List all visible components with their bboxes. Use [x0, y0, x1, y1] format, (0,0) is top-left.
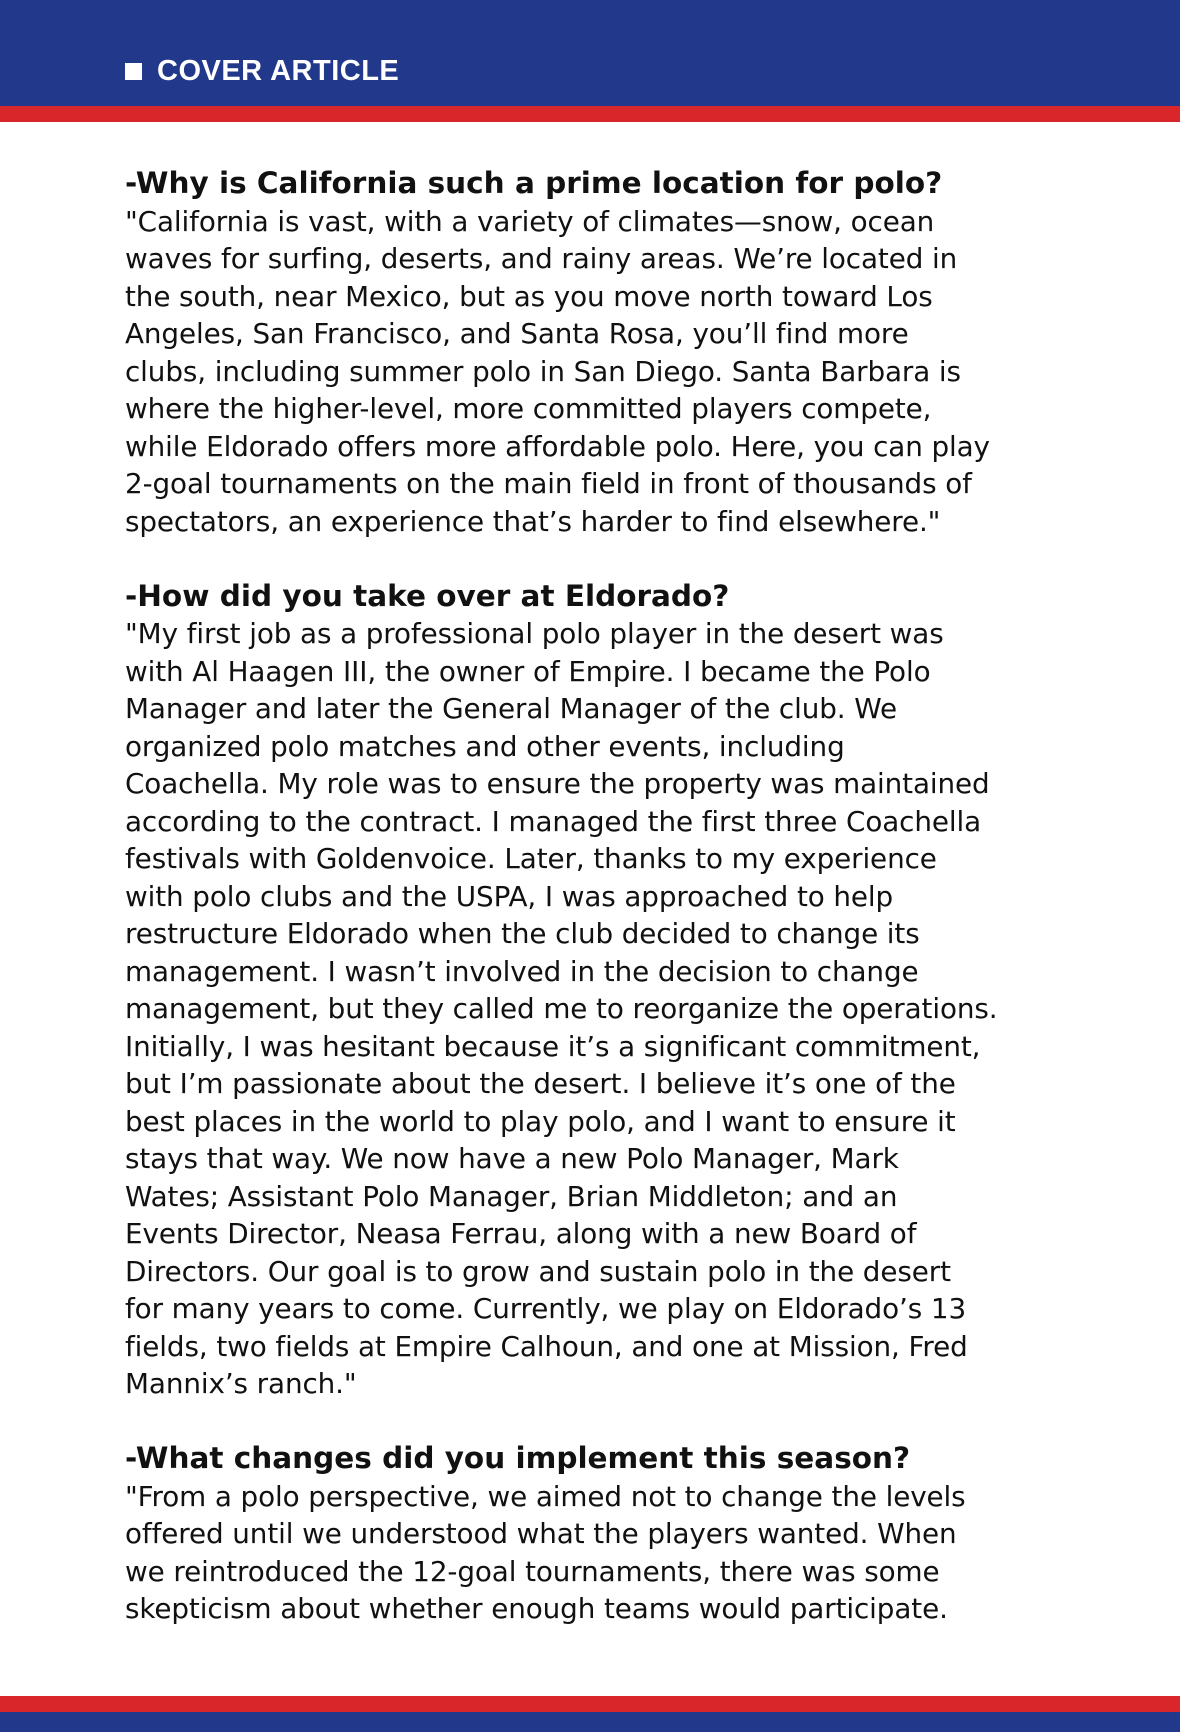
- answer-line: for many years to come. Currently, we play on Eldorado’s 13: [125, 1292, 967, 1325]
- answer-line: with polo clubs and the USPA, I was approached to help: [125, 879, 894, 913]
- answer-line: management, but they called me to reorganize the operations.: [125, 992, 998, 1025]
- answer-line: festivals with Goldenvoice. Later, thanks to my experience: [125, 842, 937, 875]
- answer-paragraph: [125, 1478, 1085, 1628]
- answer-line: Manager and later the General Manager of the club. We: [125, 692, 898, 725]
- answer-line: Events Director, Neasa Ferrau, along with a new Board of: [125, 1217, 917, 1250]
- answer-line: offered until we understood what the players wanted. When: [125, 1517, 957, 1550]
- answer-line: Angeles, San Francisco, and Santa Rosa, you’ll find more: [125, 317, 909, 350]
- answer-line: with Al Haagen III, the owner of Empire. I became the Polo: [125, 654, 931, 688]
- answer-line: Wates; Assistant Polo Manager, Brian Middleton; and an: [125, 1179, 898, 1213]
- answer-line: the south, near Mexico, but as you move north toward Los: [125, 279, 933, 313]
- answer-line: "California is vast, with a variety of climates—snow, ocean: [125, 204, 935, 238]
- answer-line: where the higher-level, more committed players compete,: [125, 392, 932, 425]
- footer-bar: [0, 1712, 1180, 1732]
- qa-section-eldorado: [125, 578, 1085, 1403]
- answer-line: Initially, I was hesitant because it’s a significant commitment,: [125, 1029, 981, 1063]
- answer-line: spectators, an experience that’s harder to find elsewhere.": [125, 504, 941, 538]
- answer-line: clubs, including summer polo in San Diego. Santa Barbara is: [125, 354, 961, 388]
- answer-line: skepticism about whether enough teams would participate.: [125, 1592, 948, 1625]
- question-heading: -What changes did you implement this season?: [125, 1441, 911, 1475]
- answer-line: we reintroduced the 12-goal tournaments, there was some: [125, 1554, 940, 1588]
- answer-paragraph: [125, 615, 1085, 1403]
- square-bullet-icon: [125, 63, 142, 80]
- answer-line: organized polo matches and other events, including: [125, 729, 845, 763]
- question-heading: -Why is California such a prime location for polo?: [125, 166, 943, 200]
- answer-line: according to the contract. I managed the first three Coachella: [125, 804, 982, 838]
- answer-line: stays that way. We now have a new Polo Manager, Mark: [125, 1142, 899, 1175]
- answer-line: restructure Eldorado when the club decided to change its: [125, 917, 920, 950]
- article-body: [125, 165, 1085, 1665]
- answer-line: while Eldorado offers more affordable polo. Here, you can play: [125, 429, 990, 463]
- answer-line: "My first job as a professional polo player in the desert was: [125, 617, 944, 650]
- header-red-stripe: [0, 106, 1180, 122]
- qa-section-changes: [125, 1440, 1085, 1628]
- answer-line: management. I wasn’t involved in the decision to change: [125, 954, 919, 988]
- answer-line: fields, two fields at Empire Calhoun, and one at Mission, Fred: [125, 1329, 968, 1363]
- answer-line: "From a polo perspective, we aimed not to change the levels: [125, 1479, 966, 1513]
- answer-line: but I’m passionate about the desert. I believe it’s one of the: [125, 1067, 956, 1100]
- answer-line: Directors. Our goal is to grow and sustain polo in the desert: [125, 1254, 951, 1288]
- answer-line: Mannix’s ranch.": [125, 1367, 357, 1400]
- answer-line: best places in the world to play polo, and I want to ensure it: [125, 1104, 956, 1138]
- answer-line: waves for surfing, deserts, and rainy areas. We’re located in: [125, 242, 958, 275]
- section-label: COVER ARTICLE: [157, 55, 400, 87]
- answer-line: 2-goal tournaments on the main field in front of thousands of: [125, 467, 972, 500]
- question-heading: -How did you take over at Eldorado?: [125, 578, 730, 613]
- answer-paragraph: [125, 203, 1085, 541]
- footer-red-stripe: [0, 1696, 1180, 1712]
- qa-section-california: [125, 165, 1085, 540]
- answer-line: Coachella. My role was to ensure the property was maintained: [125, 767, 990, 800]
